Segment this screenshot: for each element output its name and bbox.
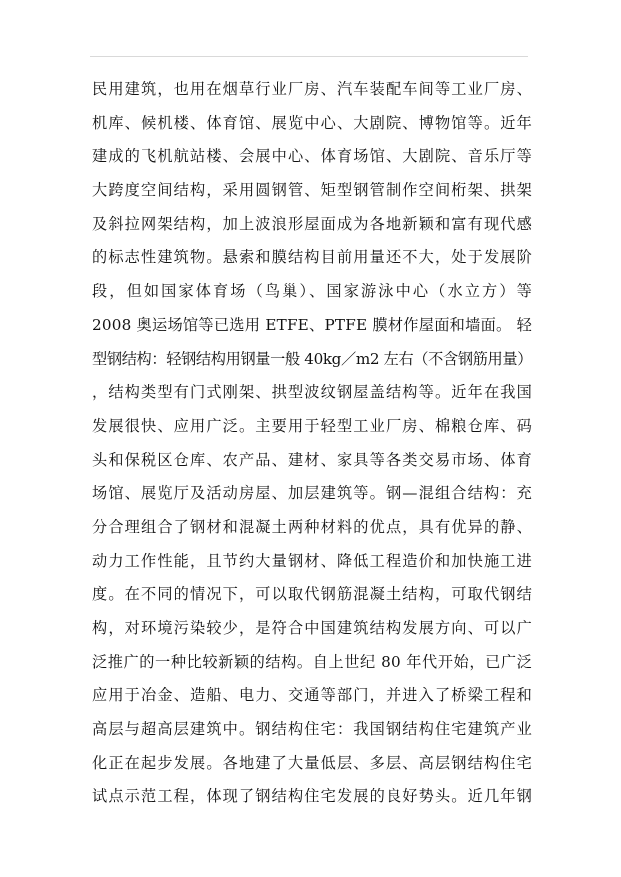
text-line: 泛推广的一种比较新颖的结构。自上世纪 80 年代开始，已广泛 [92,652,532,671]
text-line: 动力工作性能，且节约大量钢材、降低工程造价和加快施工进 [92,551,532,570]
text-line: 建成的飞机航站楼、会展中心、体育场馆、大剧院、音乐厅等 [92,147,532,166]
text-line: 民用建筑，也用在烟草行业厂房、汽车装配车间等工业厂房、 [92,80,532,98]
text-line: 试点示范工程，体现了钢结构住宅发展的良好势头。近几年钢 [92,787,532,806]
body-paragraph [92,73,532,814]
header-divider [90,56,528,57]
text-line: 发展很快、应用广泛。主要用于轻型工业厂房、棉粮仓库、码 [92,416,532,435]
text-line: 场馆、展览厅及活动房屋、加层建筑等。钢—混组合结构：充 [92,484,532,503]
text-line: ，结构类型有门式刚架、拱型波纹钢屋盖结构等。近年在我国 [92,383,532,402]
text-line: 大跨度空间结构，采用圆钢管、矩型钢管制作空间桁架、拱架 [92,181,532,200]
text-line: 机库、候机楼、体育馆、展览中心、大剧院、博物馆等。近年 [92,113,532,132]
text-line: 及斜拉网架结构，加上波浪形屋面成为各地新颖和富有现代感 [92,214,532,233]
text-line: 高层与超高层建筑中。钢结构住宅：我国钢结构住宅建筑产业 [92,720,532,739]
text-line: 头和保税区仓库、农产品、建材、家具等各类交易市场、体育 [92,450,532,469]
text-line: 分合理组合了钢材和混凝土两种材料的优点，具有优异的静、 [92,517,532,536]
text-line: 2008 奥运场馆等已选用 ETFE、PTFE 膜材作屋面和墙面。 轻 [92,315,532,334]
text-line: 构，对环境污染较少，是符合中国建筑结构发展方向、可以广 [92,619,532,637]
text-line: 型钢结构：轻钢结构用钢量一般 40kg／m2 左右（不含钢筋用量） [92,349,532,368]
text-line: 段，但如国家体育场（鸟巢）、国家游泳中心（水立方）等 [92,282,532,301]
text-line: 的标志性建筑物。悬索和膜结构目前用量还不大，处于发展阶 [92,248,532,267]
text-line: 应用于冶金、造船、电力、交通等部门，并进入了桥梁工程和 [92,686,532,705]
text-line: 度。在不同的情况下，可以取代钢筋混凝土结构，可取代钢结 [92,585,532,604]
text-line: 化正在起步发展。各地建了大量低层、多层、高层钢结构住宅 [92,753,532,772]
